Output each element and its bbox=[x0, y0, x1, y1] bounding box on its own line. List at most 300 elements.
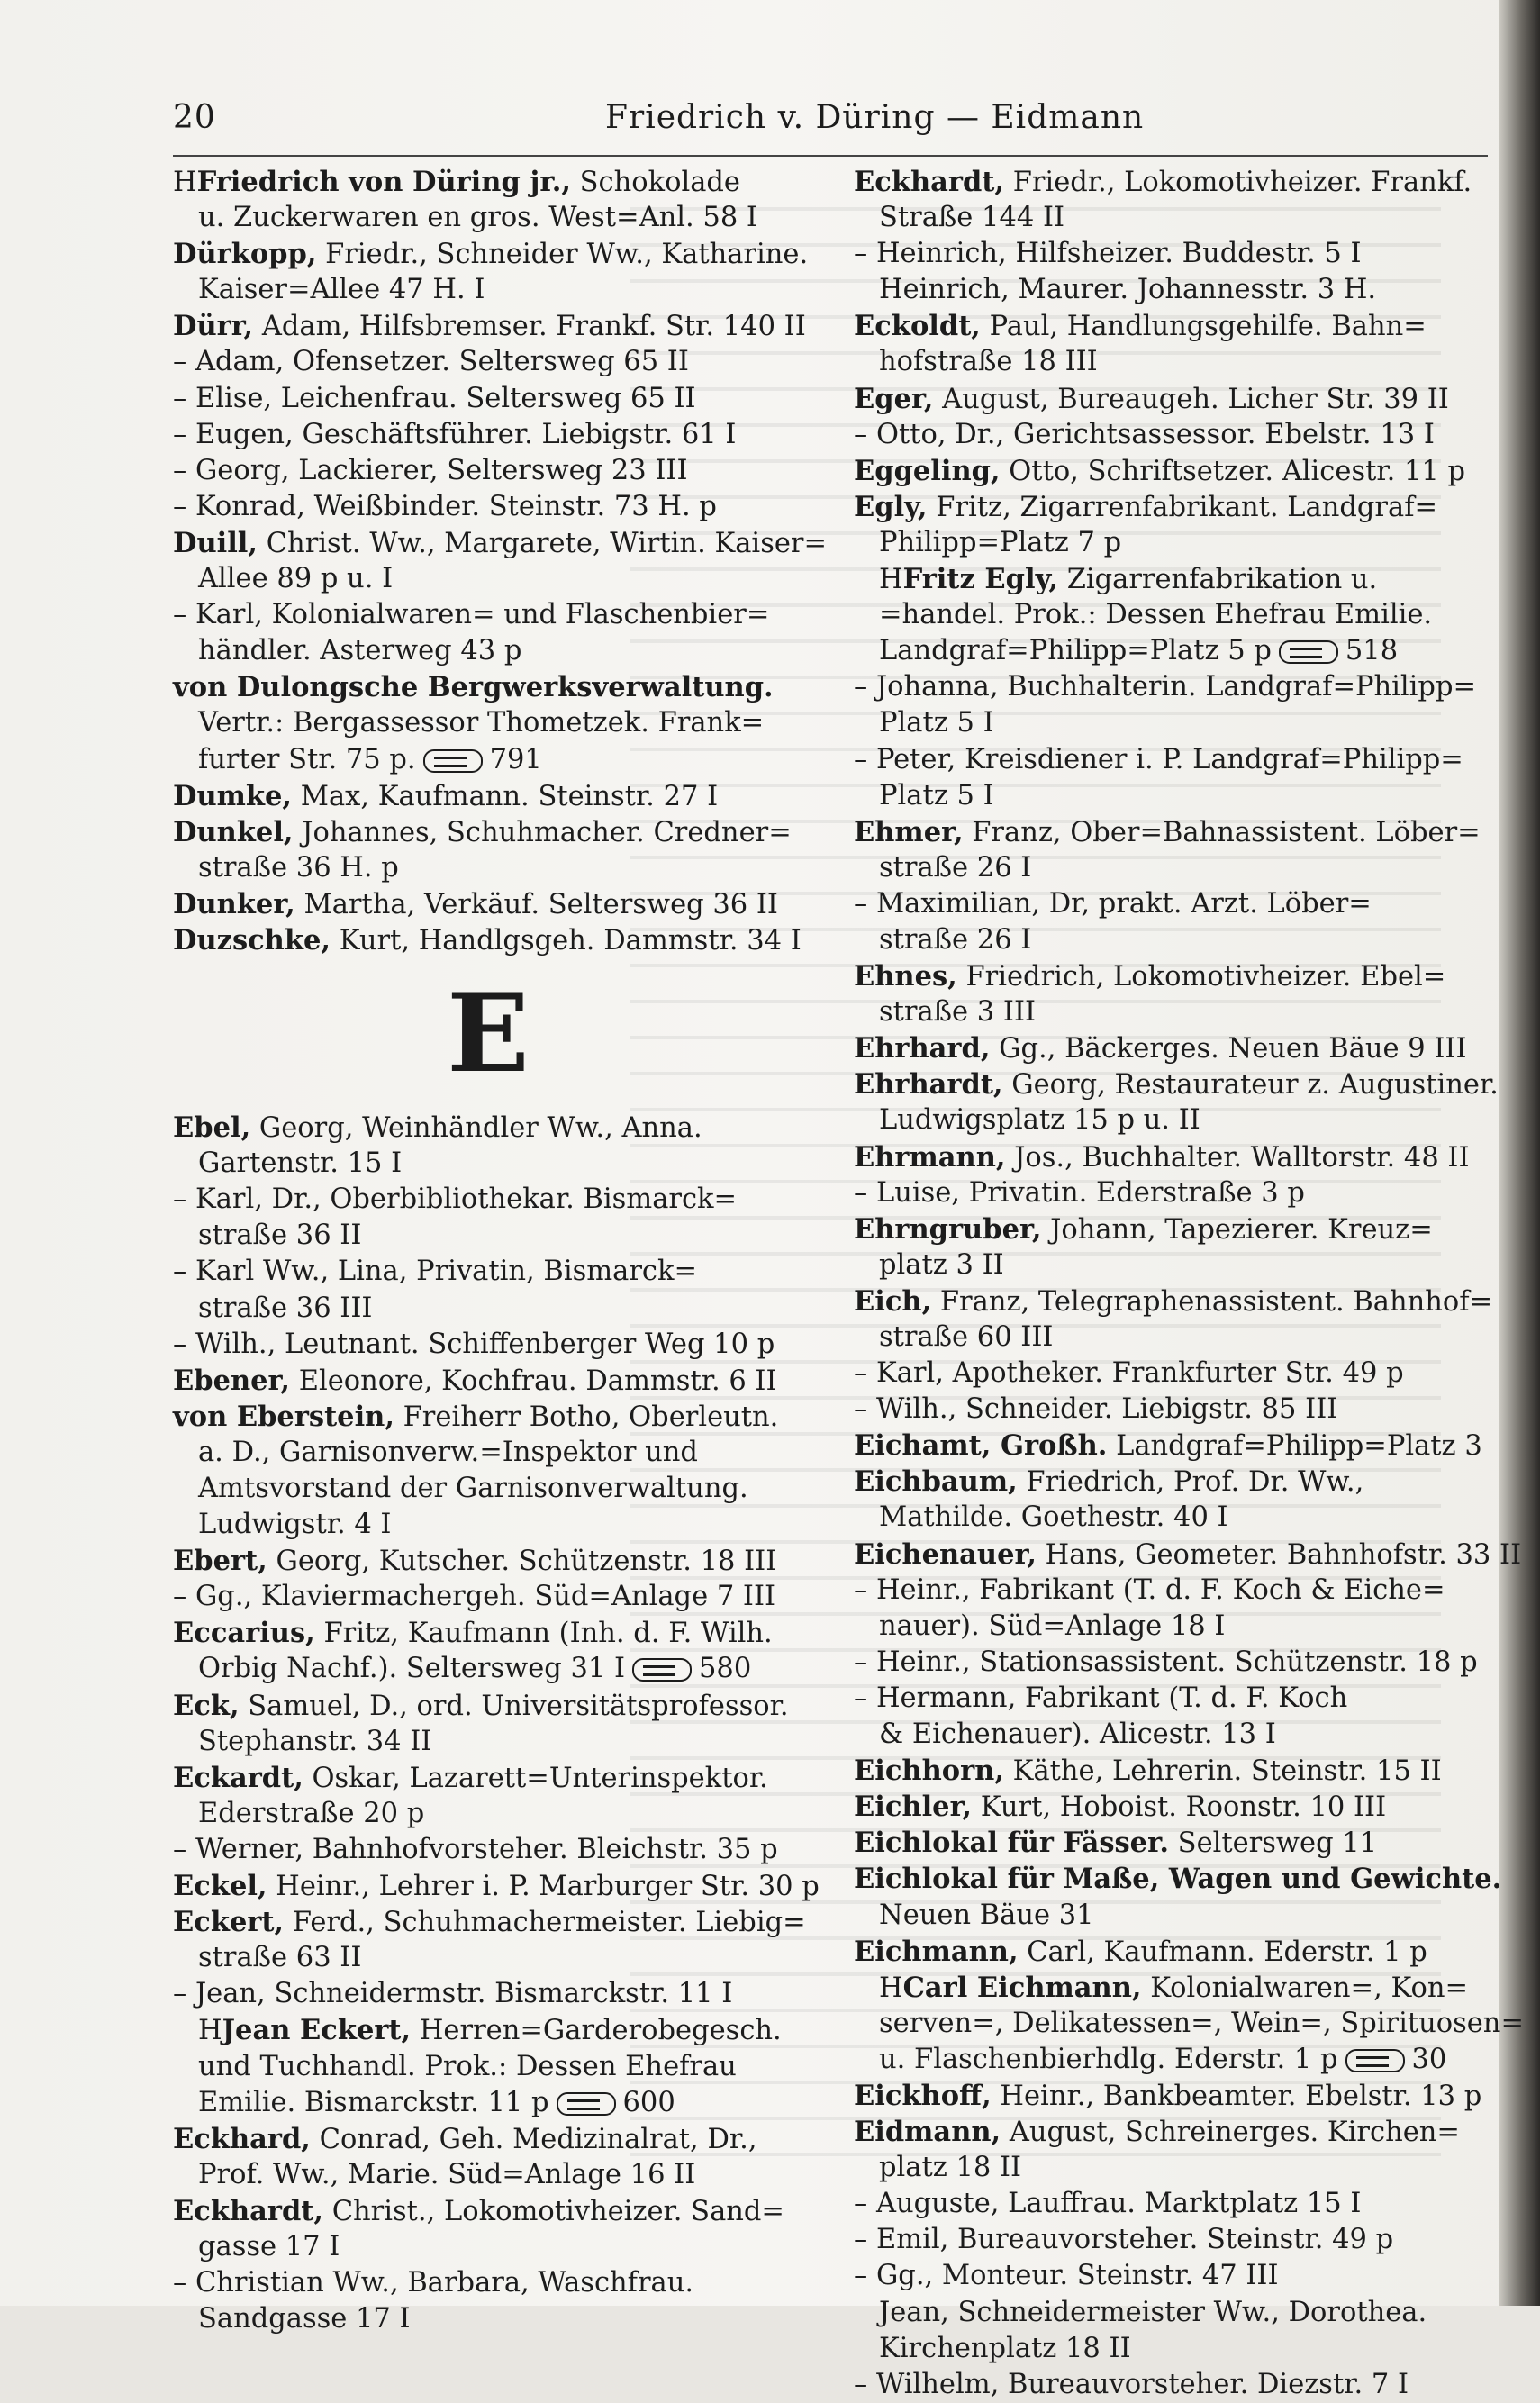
entry-text: Ludwigsplatz 15 p u. II bbox=[879, 1104, 1200, 1137]
entry-name: Duill, bbox=[173, 526, 258, 559]
entry-text: – Heinrich, Hilfsheizer. Buddestr. 5 I bbox=[854, 238, 1362, 270]
entry-details: Ferd., Schuhmachermeister. Liebig= bbox=[284, 1907, 806, 1939]
directory-line bbox=[854, 2367, 1484, 2403]
entry-text: händler. Asterweg 43 p bbox=[198, 635, 522, 667]
entry-details: Kurt, Hoboist. Roonstr. 10 III bbox=[972, 1791, 1387, 1824]
entry-details: Freiherr Botho, Oberleutn. bbox=[394, 1401, 779, 1433]
entry-text: Platz 5 I bbox=[879, 779, 994, 812]
directory-line bbox=[173, 922, 803, 958]
entry-name: Eichenauer, bbox=[854, 1537, 1037, 1571]
right-column bbox=[854, 164, 1525, 2403]
phone-number: 791 bbox=[489, 743, 542, 775]
entry-details: Paul, Handlungsgehilfe. Bahn= bbox=[980, 311, 1427, 343]
entry-text: Ederstraße 20 p bbox=[198, 1797, 425, 1829]
entry-details: Samuel, D., ord. Universitätsprofessor. bbox=[239, 1690, 789, 1722]
directory-line bbox=[854, 1573, 1484, 1609]
directory-line bbox=[854, 1898, 1484, 1934]
directory-line bbox=[173, 308, 806, 344]
directory-line bbox=[173, 381, 803, 417]
entry-text: hofstraße 18 III bbox=[879, 346, 1098, 378]
directory-line bbox=[854, 308, 1484, 344]
directory-line bbox=[854, 2186, 1484, 2222]
entry-name: Ehnes, bbox=[854, 960, 957, 993]
directory-line bbox=[854, 778, 1484, 814]
entry-details: Conrad, Geh. Medizinalrat, Dr., bbox=[310, 2123, 757, 2155]
entry-name: Eckhardt, bbox=[854, 166, 1004, 198]
entry-details: Zigarrenfabrikation u. bbox=[1058, 564, 1378, 596]
entry-text: – Peter, Kreisdiener i. P. Landgraf=Philipp= bbox=[854, 743, 1463, 775]
directory-line bbox=[173, 814, 803, 850]
entry-name: Ehrngruber, bbox=[854, 1212, 1042, 1246]
directory-line bbox=[854, 597, 1484, 633]
directory-line bbox=[173, 200, 803, 236]
directory-line bbox=[173, 1110, 803, 1146]
entry-details: Johann, Tapezierer. Kreuz= bbox=[1041, 1213, 1433, 1246]
register-mark: H bbox=[198, 2015, 222, 2047]
entry-text: – Karl, Kolonialwaren= und Flaschenbier= bbox=[173, 599, 770, 631]
directory-line bbox=[173, 2193, 803, 2229]
entry-text: – Adam, Ofensetzer. Seltersweg 65 II bbox=[173, 346, 689, 378]
entry-text: Neuen Bäue 31 bbox=[879, 1899, 1094, 1931]
entry-text: a. D., Garnisonverw.=Inspektor und bbox=[198, 1436, 698, 1468]
entry-details: Jos., Buchhalter. Walltorstr. 48 II bbox=[1005, 1141, 1470, 1174]
directory-line bbox=[173, 669, 803, 705]
entry-text: – Konrad, Weißbinder. Steinstr. 73 H. p bbox=[173, 490, 717, 522]
directory-line bbox=[173, 453, 803, 489]
entry-text: – Otto, Dr., Gerichtsassessor. Ebelstr. 13 I bbox=[854, 418, 1435, 450]
directory-line bbox=[173, 633, 803, 669]
entry-text: – Auguste, Lauffrau. Marktplatz 15 I bbox=[854, 2188, 1362, 2220]
entry-text: – Heinr., Fabrikant (T. d. F. Koch & Eiche= bbox=[854, 1573, 1445, 1606]
entry-text: Jean, Schneidermeister Ww., Dorothea. bbox=[879, 2296, 1427, 2328]
entry-details: Heinr., Lehrer i. P. Marburger Str. 30 p bbox=[267, 1871, 820, 1903]
entry-name: Dunkel, bbox=[173, 815, 294, 848]
entry-text: Stephanstr. 34 II bbox=[198, 1725, 432, 1757]
entry-text: Landgraf=Philipp=Platz 5 p bbox=[879, 635, 1272, 667]
directory-line bbox=[173, 742, 803, 778]
directory-line bbox=[173, 1146, 803, 1182]
entry-details: Friedrich, Lokomotivheizer. Ebel= bbox=[956, 961, 1446, 993]
directory-line bbox=[173, 561, 803, 597]
entry-details: Landgraf=Philipp=Platz 3 bbox=[1107, 1430, 1482, 1463]
directory-line bbox=[173, 1435, 803, 1471]
directory-line bbox=[173, 525, 828, 561]
section-letter: E bbox=[447, 970, 530, 1098]
entry-details: Otto, Schriftsetzer. Alicestr. 11 p bbox=[1000, 455, 1465, 487]
directory-line bbox=[854, 200, 1484, 236]
directory-line bbox=[173, 1868, 820, 1904]
directory-line bbox=[173, 1254, 803, 1290]
entry-name: Carl Eichmann, bbox=[902, 1971, 1142, 2004]
entry-name: Eckert, bbox=[173, 1906, 285, 1939]
directory-line bbox=[854, 1717, 1484, 1753]
entry-name: Fritz Egly, bbox=[902, 563, 1058, 596]
entry-name: Eich, bbox=[854, 1284, 932, 1318]
directory-line bbox=[854, 2006, 1525, 2042]
entry-name: Eckardt, bbox=[173, 1761, 303, 1794]
directory-line bbox=[854, 1175, 1484, 1211]
entry-details: Christ., Lokomotivheizer. Sand= bbox=[323, 2195, 784, 2227]
entry-details: Max, Kaufmann. Steinstr. 27 I bbox=[292, 780, 719, 812]
entry-text: straße 60 III bbox=[879, 1321, 1054, 1353]
directory-line bbox=[854, 850, 1484, 886]
entry-details: Franz, Ober=Bahnassistent. Löber= bbox=[963, 816, 1481, 848]
directory-line bbox=[173, 1327, 803, 1363]
phone-number: 518 bbox=[1345, 635, 1399, 667]
directory-line bbox=[854, 633, 1484, 669]
directory-line bbox=[173, 1507, 803, 1543]
entry-name: Jean Eckert, bbox=[222, 2014, 412, 2047]
entry-name: Dürkopp, bbox=[173, 238, 317, 271]
entry-name: Eck, bbox=[173, 1689, 240, 1722]
entry-text: Philipp=Platz 7 p bbox=[879, 526, 1122, 558]
directory-line bbox=[173, 886, 803, 922]
directory-line bbox=[854, 958, 1484, 994]
directory-line bbox=[173, 2012, 803, 2048]
directory-line bbox=[854, 2078, 1484, 2114]
directory-line bbox=[173, 164, 803, 200]
directory-line bbox=[173, 1904, 806, 1940]
page-edge-shadow bbox=[1499, 0, 1540, 2306]
entry-text: u. Flaschenbierhdlg. Ederstr. 1 p bbox=[879, 2043, 1338, 2075]
directory-line bbox=[854, 922, 1484, 958]
directory-line bbox=[173, 1471, 803, 1507]
directory-line bbox=[854, 272, 1484, 308]
entry-text: straße 26 I bbox=[879, 851, 1032, 884]
entry-details: Friedr., Lokomotivheizer. Frankf. bbox=[1004, 167, 1472, 198]
directory-line bbox=[854, 1211, 1484, 1247]
entry-text: – Karl, Dr., Oberbibliothekar. Bismarck= bbox=[173, 1183, 738, 1216]
entry-text: – Wilh., Schneider. Liebigstr. 85 III bbox=[854, 1393, 1338, 1426]
directory-line bbox=[173, 1363, 803, 1399]
entry-details: Franz, Telegraphenassistent. Bahnhof= bbox=[931, 1285, 1493, 1318]
entry-text: – Jean, Schneidermstr. Bismarckstr. 11 I bbox=[173, 1978, 733, 2010]
directory-line bbox=[173, 2229, 803, 2265]
entry-details: Schokolade bbox=[570, 167, 740, 198]
telephone-icon bbox=[1345, 2049, 1405, 2072]
register-mark: H bbox=[879, 564, 903, 596]
directory-line bbox=[173, 1976, 803, 2012]
directory-line bbox=[173, 2265, 803, 2301]
entry-details: Seltersweg 11 bbox=[1168, 1827, 1378, 1860]
directory-line bbox=[854, 2042, 1484, 2078]
directory-line bbox=[173, 2049, 803, 2085]
entry-text: Platz 5 I bbox=[879, 707, 994, 739]
directory-line bbox=[854, 1139, 1484, 1175]
directory-line bbox=[854, 2114, 1484, 2150]
directory-line bbox=[173, 1940, 803, 1976]
entry-details: Friedr., Schneider Ww., Katharine. bbox=[316, 239, 809, 271]
directory-line bbox=[854, 1537, 1522, 1573]
directory-line bbox=[173, 2301, 803, 2337]
directory-line bbox=[173, 2085, 803, 2121]
entry-details: Herren=Garderobegesch. bbox=[411, 2015, 782, 2047]
directory-line bbox=[854, 1356, 1484, 1392]
entry-text: Kirchenplatz 18 II bbox=[879, 2332, 1131, 2364]
directory-line bbox=[854, 742, 1484, 778]
entry-text: – Emil, Bureauvorsteher. Steinstr. 49 p bbox=[854, 2224, 1394, 2256]
page-header bbox=[173, 99, 1488, 146]
directory-line bbox=[854, 1934, 1484, 1970]
page-number: 20 bbox=[173, 99, 216, 136]
phone-number: 580 bbox=[699, 1653, 752, 1685]
entry-details: Heinr., Bankbeamter. Ebelstr. 13 p bbox=[991, 2080, 1482, 2112]
entry-text: straße 26 I bbox=[879, 923, 1032, 956]
entry-name: Eichler, bbox=[854, 1791, 973, 1824]
entry-text: Ludwigstr. 4 I bbox=[198, 1509, 392, 1541]
entry-text: – Eugen, Geschäftsführer. Liebigstr. 61 I bbox=[173, 418, 737, 450]
phone-number: 600 bbox=[622, 2086, 675, 2118]
directory-line bbox=[854, 1428, 1484, 1464]
directory-line bbox=[173, 1291, 803, 1327]
directory-line bbox=[173, 1832, 803, 1868]
entry-details: Oskar, Lazarett=Unterinspektor. bbox=[303, 1762, 768, 1794]
directory-line bbox=[173, 1724, 803, 1760]
directory-line bbox=[173, 2121, 803, 2157]
directory-line bbox=[854, 1789, 1484, 1825]
entry-name: Eickhoff, bbox=[854, 2079, 992, 2112]
entry-name: Dunker, bbox=[173, 887, 295, 920]
directory-line bbox=[173, 344, 803, 380]
entry-details: August, Bureaugeh. Licher Str. 39 II bbox=[933, 383, 1449, 415]
directory-line bbox=[173, 272, 803, 308]
directory-line bbox=[854, 1825, 1484, 1861]
entry-name: Duzschke, bbox=[173, 923, 331, 957]
directory-line bbox=[173, 1399, 803, 1435]
entry-text: straße 36 III bbox=[198, 1292, 373, 1324]
entry-name: Eckhardt, bbox=[173, 2194, 323, 2227]
directory-line bbox=[854, 1645, 1484, 1681]
entry-text: – Georg, Lackierer, Seltersweg 23 III bbox=[173, 454, 688, 486]
telephone-icon bbox=[557, 2092, 616, 2116]
directory-line bbox=[854, 669, 1484, 705]
directory-line bbox=[854, 1030, 1484, 1066]
entry-name: von Eberstein, bbox=[173, 1400, 394, 1433]
directory-line bbox=[854, 164, 1484, 200]
entry-name: Ehrhard, bbox=[854, 1032, 991, 1065]
directory-line bbox=[854, 1066, 1499, 1102]
entry-text: – Hermann, Fabrikant (T. d. F. Koch bbox=[854, 1682, 1348, 1714]
directory-line bbox=[854, 2295, 1484, 2331]
left-column bbox=[173, 164, 828, 2337]
entry-text: furter Str. 75 p. bbox=[198, 743, 416, 775]
entry-text: Gartenstr. 15 I bbox=[198, 1147, 403, 1180]
entry-text: – Elise, Leichenfrau. Seltersweg 65 II bbox=[173, 382, 696, 414]
entry-name: Friedrich von Düring jr., bbox=[196, 166, 571, 198]
entry-name: Eidmann, bbox=[854, 2116, 1001, 2149]
register-mark: H bbox=[879, 1972, 903, 2004]
entry-text: serven=, Delikatessen=, Wein=, Spirituosen= bbox=[879, 2007, 1525, 2039]
entry-text: Prof. Ww., Marie. Süd=Anlage 16 II bbox=[198, 2158, 696, 2190]
entry-name: Eichmann, bbox=[854, 1935, 1019, 1968]
directory-line bbox=[854, 1283, 1493, 1319]
directory-line bbox=[854, 561, 1484, 597]
directory-line bbox=[854, 2258, 1484, 2294]
entry-name: Ebener, bbox=[173, 1364, 291, 1397]
entry-text: – Gg., Klaviermachergeh. Süd=Anlage 7 III bbox=[173, 1581, 776, 1613]
directory-line bbox=[173, 236, 809, 272]
entry-text: Orbig Nachf.). Seltersweg 31 I bbox=[198, 1653, 626, 1685]
entry-details: Friedrich, Prof. Dr. Ww., bbox=[1017, 1466, 1364, 1499]
entry-name: Eckel, bbox=[173, 1870, 267, 1903]
directory-line bbox=[854, 2150, 1484, 2186]
entry-text: – Heinr., Stationsassistent. Schützenstr. 18 p bbox=[854, 1646, 1478, 1678]
entry-text: Emilie. Bismarckstr. 11 p bbox=[198, 2086, 549, 2118]
entry-text: Kaiser=Allee 47 H. I bbox=[198, 274, 485, 306]
entry-text: – Luise, Privatin. Ederstraße 3 p bbox=[854, 1176, 1305, 1209]
directory-line bbox=[173, 850, 803, 886]
directory-line bbox=[854, 453, 1484, 489]
directory-line bbox=[173, 2157, 803, 2193]
entry-text: – Johanna, Buchhalterin. Landgraf=Philipp= bbox=[854, 671, 1477, 703]
entry-name: Egly, bbox=[854, 490, 928, 523]
entry-text: – Maximilian, Dr, prakt. Arzt. Löber= bbox=[854, 887, 1372, 920]
directory-line bbox=[173, 1760, 803, 1796]
directory-line bbox=[854, 1102, 1484, 1138]
entry-details: Georg, Restaurateur z. Augustiner. bbox=[1002, 1069, 1499, 1102]
register-mark: H bbox=[173, 167, 197, 198]
entry-details: Georg, Kutscher. Schützenstr. 18 III bbox=[267, 1546, 777, 1578]
entry-text: – Wilhelm, Bureauvorsteher. Diezstr. 7 I bbox=[854, 2368, 1409, 2400]
entry-name: Eckhard, bbox=[173, 2122, 311, 2155]
telephone-icon bbox=[423, 749, 483, 773]
directory-line bbox=[173, 705, 803, 741]
directory-line bbox=[854, 1609, 1484, 1645]
entry-details: Kolonialwaren=, Kon= bbox=[1141, 1972, 1469, 2004]
entry-name: Ehrmann, bbox=[854, 1140, 1006, 1174]
directory-line bbox=[854, 1319, 1484, 1356]
directory-line bbox=[854, 705, 1484, 741]
directory-line bbox=[854, 1500, 1484, 1536]
entry-details: Carl, Kaufmann. Ederstr. 1 p bbox=[1018, 1936, 1427, 1968]
entry-text: straße 63 II bbox=[198, 1942, 362, 1974]
entry-text: u. Zuckerwaren en gros. West=Anl. 58 I bbox=[198, 202, 757, 234]
entry-name: Eichhorn, bbox=[854, 1755, 1004, 1788]
directory-line bbox=[854, 381, 1484, 417]
entry-text: =handel. Prok.: Dessen Ehefrau Emilie. bbox=[879, 599, 1433, 631]
entry-details: Johannes, Schuhmacher. Credner= bbox=[293, 816, 792, 848]
entry-details: Georg, Weinhändler Ww., Anna. bbox=[250, 1112, 702, 1145]
entry-name: Ehmer, bbox=[854, 815, 964, 848]
entry-text: Sandgasse 17 I bbox=[198, 2303, 411, 2335]
directory-line bbox=[854, 2331, 1484, 2367]
entry-details: Adam, Hilfsbremser. Frankf. Str. 140 II bbox=[253, 311, 806, 343]
telephone-icon bbox=[632, 1658, 692, 1682]
entry-details: Christ. Ww., Margarete, Wirtin. Kaiser= bbox=[258, 527, 828, 559]
entry-name: Eichbaum, bbox=[854, 1465, 1018, 1499]
directory-line bbox=[173, 597, 803, 633]
entry-text: – Wilh., Leutnant. Schiffenberger Weg 10 p bbox=[173, 1328, 775, 1360]
entry-text: Heinrich, Maurer. Johannesstr. 3 H. bbox=[879, 274, 1377, 306]
directory-line bbox=[854, 1392, 1484, 1428]
directory-line bbox=[854, 344, 1484, 380]
entry-details: Kurt, Handlgsgeh. Dammstr. 34 I bbox=[331, 924, 802, 957]
entry-text: Straße 144 II bbox=[879, 202, 1065, 234]
entry-text: – Christian Ww., Barbara, Waschfrau. bbox=[173, 2267, 694, 2299]
directory-line bbox=[854, 1247, 1484, 1283]
entry-text: Amtsvorstand der Garnisonverwaltung. bbox=[198, 1473, 748, 1504]
directory-line bbox=[173, 1579, 803, 1615]
directory-line bbox=[173, 1218, 803, 1254]
directory-line bbox=[173, 1182, 803, 1218]
entry-text: nauer). Süd=Anlage 18 I bbox=[879, 1610, 1226, 1642]
entry-text: platz 3 II bbox=[879, 1248, 1004, 1281]
directory-line bbox=[854, 236, 1484, 272]
entry-text: Allee 89 p u. I bbox=[198, 563, 394, 595]
phone-number: 30 bbox=[1411, 2043, 1447, 2075]
entry-text: – Karl Ww., Lina, Privatin, Bismarck= bbox=[173, 1256, 698, 1288]
entry-name: Ebert, bbox=[173, 1545, 267, 1578]
entry-text: platz 18 II bbox=[879, 2152, 1022, 2184]
directory-line bbox=[854, 2222, 1484, 2258]
entry-name: Dumke, bbox=[173, 779, 293, 812]
directory-line bbox=[854, 1861, 1502, 1897]
directory-line bbox=[854, 489, 1484, 525]
entry-text: Mathilde. Goethestr. 40 I bbox=[879, 1501, 1228, 1534]
entry-name: von Dulongsche Bergwerksverwaltung. bbox=[173, 671, 774, 704]
entry-name: Eccarius, bbox=[173, 1617, 315, 1650]
entry-details: Käthe, Lehrerin. Steinstr. 15 II bbox=[1003, 1755, 1442, 1788]
entry-name: Ebel, bbox=[173, 1111, 251, 1145]
directory-line bbox=[173, 417, 803, 453]
entry-text: – Werner, Bahnhofvorsteher. Bleichstr. 35 p bbox=[173, 1833, 778, 1865]
entry-details: August, Schreinerges. Kirchen= bbox=[1001, 2117, 1460, 2149]
entry-text: Vertr.: Bergassessor Thometzek. Frank= bbox=[198, 707, 765, 739]
directory-line bbox=[854, 1753, 1484, 1789]
entry-name: Eichlokal für Maße, Wagen und Gewichte. bbox=[854, 1863, 1502, 1896]
directory-line bbox=[173, 1796, 803, 1832]
header-rule bbox=[173, 155, 1488, 157]
directory-line bbox=[854, 417, 1484, 453]
entry-text: – Gg., Monteur. Steinstr. 47 III bbox=[854, 2260, 1279, 2292]
directory-line bbox=[173, 778, 803, 814]
directory-line bbox=[173, 1688, 803, 1724]
entry-text: gasse 17 I bbox=[198, 2230, 340, 2262]
telephone-icon bbox=[1279, 640, 1338, 664]
directory-line bbox=[854, 994, 1484, 1030]
entry-text: & Eichenauer). Alicestr. 13 I bbox=[879, 1718, 1276, 1751]
entry-text: straße 3 III bbox=[879, 996, 1037, 1029]
entry-details: Fritz, Kaufmann (Inh. d. F. Wilh. bbox=[314, 1618, 773, 1650]
directory-line bbox=[173, 489, 803, 525]
directory-line bbox=[854, 525, 1484, 561]
entry-name: Eggeling, bbox=[854, 454, 1001, 487]
directory-line bbox=[173, 1651, 803, 1687]
directory-line bbox=[173, 1615, 803, 1651]
entry-details: Fritz, Zigarrenfabrikant. Landgraf= bbox=[927, 491, 1438, 523]
entry-text: straße 36 II bbox=[198, 1220, 362, 1252]
entry-name: Eckoldt, bbox=[854, 310, 981, 343]
entry-name: Eger, bbox=[854, 382, 934, 415]
directory-line bbox=[854, 886, 1484, 922]
entry-details: Martha, Verkäuf. Seltersweg 36 II bbox=[294, 888, 778, 920]
directory-line bbox=[854, 1681, 1484, 1717]
directory-line bbox=[854, 814, 1484, 850]
entry-name: Dürr, bbox=[173, 310, 254, 343]
directory-line bbox=[854, 1970, 1484, 2006]
directory-line bbox=[173, 1543, 803, 1579]
entry-text: und Tuchhandl. Prok.: Dessen Ehefrau bbox=[198, 2050, 737, 2082]
entry-text: – Karl, Apotheker. Frankfurter Str. 49 p bbox=[854, 1357, 1404, 1390]
running-head: Friedrich v. Düring — Eidmann bbox=[605, 99, 1145, 136]
entry-text: straße 36 H. p bbox=[198, 851, 399, 884]
entry-details: Gg., Bäckerges. Neuen Bäue 9 III bbox=[990, 1033, 1467, 1065]
entry-name: Eichlokal für Fässer. bbox=[854, 1827, 1169, 1860]
entry-name: Eichamt, Großh. bbox=[854, 1429, 1108, 1463]
entry-details: Hans, Geometer. Bahnhofstr. 33 II bbox=[1036, 1538, 1522, 1571]
entry-name: Ehrhardt, bbox=[854, 1068, 1003, 1102]
entry-details: Eleonore, Kochfrau. Dammstr. 6 II bbox=[290, 1365, 777, 1397]
